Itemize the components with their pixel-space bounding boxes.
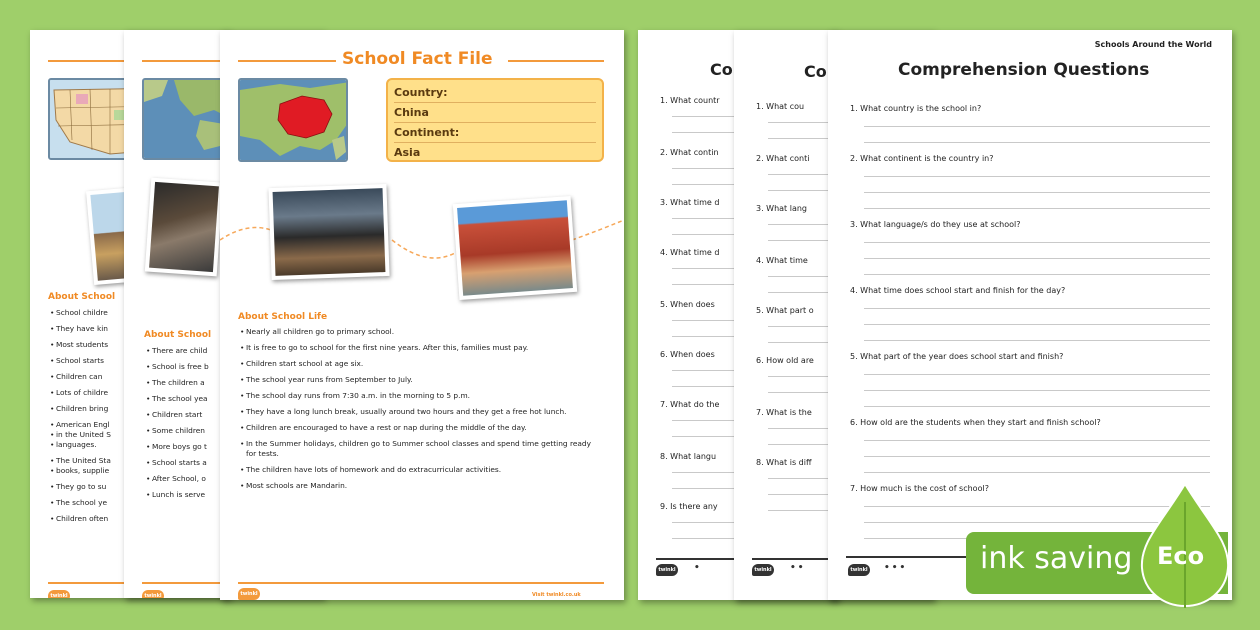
bullet: • School is free b: [146, 362, 209, 372]
page-title: Comprehension Questions: [898, 60, 1150, 80]
question: 4. What time does school start and finish for the day?: [850, 286, 1066, 295]
twinkl-logo: twinkl: [848, 564, 870, 576]
twinkl-logo: twinkl: [48, 590, 70, 598]
bullet: • Children are encouraged to have a rest or nap during the middle of the day.: [240, 423, 610, 433]
photo-classroom: [268, 184, 389, 280]
bullet-list: [240, 327, 610, 497]
country-label: Country:: [394, 86, 448, 99]
question: 5. When does: [660, 300, 715, 309]
bullet: • In the Summer holidays, children go to Summer school classes and spend time getting ready for tests.: [240, 439, 600, 459]
title-rule-right: [508, 60, 604, 62]
twinkl-logo: twinkl: [238, 588, 260, 600]
photo-students: [145, 178, 223, 277]
bullet: • Lots of childre: [50, 388, 111, 398]
eco-label: Eco: [1157, 542, 1205, 570]
page-title: School Fact File: [342, 49, 493, 69]
bullet: • The school yea: [146, 394, 209, 404]
question: 3. What lang: [756, 204, 808, 213]
section-heading: About School: [48, 292, 116, 302]
page-title: Co: [710, 60, 733, 79]
difficulty-dots: •••: [884, 563, 908, 573]
bullet: • They have kin: [50, 324, 111, 334]
bullet: • Most students: [50, 340, 111, 350]
question: 8. What langu: [660, 452, 717, 461]
worksheet-series-title: Schools Around the World: [1094, 40, 1212, 49]
question: 4. What time d: [660, 248, 720, 257]
footer-link: Visit twinkl.co.uk: [532, 592, 581, 598]
bullet: • Lunch is serve: [146, 490, 209, 500]
question: 6. When does: [660, 350, 715, 359]
bullet: • More boys go t: [146, 442, 209, 452]
continent-value: Asia: [394, 146, 421, 159]
info-divider: [394, 102, 596, 103]
bullet: • Children start: [146, 410, 209, 420]
difficulty-dots: •: [694, 563, 702, 573]
bullet: • The school day runs from 7:30 a.m. in the morning to 5 p.m.: [240, 391, 610, 401]
bullet: • Children start school at age six.: [240, 359, 610, 369]
bullet: • They have a long lunch break, usually around two hours and they get a free hot lunch.: [240, 407, 610, 417]
question: 4. What time: [756, 256, 808, 265]
answer-line: [864, 126, 1210, 127]
answer-line: [864, 390, 1210, 391]
question: 2. What contin: [660, 148, 719, 157]
bullet: • The school year runs from September to July.: [240, 375, 610, 385]
bullet: • School childre: [50, 308, 111, 318]
bullet: • The children have lots of homework and do extracurricular activities.: [240, 465, 610, 475]
country-info-box: [386, 78, 604, 162]
bullet: • Children bring: [50, 404, 111, 414]
question: 6. How old are the students when they start and finish school?: [850, 418, 1101, 427]
china-map: [238, 78, 348, 162]
bullet: • Some children: [146, 426, 209, 436]
answer-line: [864, 456, 1210, 457]
twinkl-logo: twinkl: [752, 564, 774, 576]
answer-line: [864, 472, 1210, 473]
question: 1. What country is the school in?: [850, 104, 982, 113]
bullet: • There are child: [146, 346, 209, 356]
answer-line: [864, 406, 1210, 407]
bullet: • School starts: [50, 356, 111, 366]
bullet: • Most schools are Mandarin.: [240, 481, 610, 491]
info-divider: [394, 122, 596, 123]
answer-line: [864, 324, 1210, 325]
question: 3. What language/s do they use at school?: [850, 220, 1021, 229]
answer-line: [864, 142, 1210, 143]
answer-line: [864, 440, 1210, 441]
question: 7. What is the: [756, 408, 812, 417]
bullet-continuation: • in the United S: [50, 430, 111, 440]
question: 7. What do the: [660, 400, 720, 409]
section-heading: About School Life: [238, 312, 328, 322]
fact-file-sheet-china: [220, 30, 624, 600]
twinkl-logo: twinkl: [142, 590, 164, 598]
title-rule-left: [238, 60, 336, 62]
answer-line: [864, 192, 1210, 193]
answer-line: [864, 340, 1210, 341]
bullet-list: [50, 308, 111, 530]
twinkl-logo: twinkl: [656, 564, 678, 576]
question: 5. What part of the year does school start and finish?: [850, 352, 1064, 361]
bullet: • It is free to go to school for the first nine years. After this, families must pay.: [240, 343, 610, 353]
bullet: • After School, o: [146, 474, 209, 484]
bullet: • Children often: [50, 514, 111, 524]
answer-line: [864, 242, 1210, 243]
difficulty-dots: ••: [790, 563, 806, 573]
question: 8. What is diff: [756, 458, 812, 467]
question: 2. What continent is the country in?: [850, 154, 994, 163]
question: 1. What countr: [660, 96, 720, 105]
ink-saving-label: ink saving: [980, 541, 1133, 576]
bullet-continuation: • languages.: [50, 440, 111, 450]
answer-line: [864, 274, 1210, 275]
question: 1. What cou: [756, 102, 805, 111]
answer-line: [864, 208, 1210, 209]
question: 9. Is there any: [660, 502, 718, 511]
photo-school-building: [453, 196, 577, 300]
section-heading: About School: [144, 330, 212, 340]
bullet: • Nearly all children go to primary school.: [240, 327, 610, 337]
info-divider: [394, 142, 596, 143]
question: 2. What conti: [756, 154, 810, 163]
bullet: • School starts a: [146, 458, 209, 468]
page-title: Co: [804, 62, 827, 81]
bullet: • Children can: [50, 372, 111, 382]
answer-line: [864, 176, 1210, 177]
bullet-list: [146, 346, 209, 506]
bullet: • They go to su: [50, 482, 111, 492]
bullet: • American Engl: [50, 420, 111, 430]
answer-line: [864, 258, 1210, 259]
answer-line: [864, 374, 1210, 375]
question: 6. How old are: [756, 356, 814, 365]
question: 7. How much is the cost of school?: [850, 484, 989, 493]
question: 5. What part o: [756, 306, 814, 315]
bullet: • The children a: [146, 378, 209, 388]
question: 3. What time d: [660, 198, 720, 207]
bullet: • The United Sta: [50, 456, 111, 466]
footer-rule: [238, 582, 604, 584]
bullet: • The school ye: [50, 498, 111, 508]
country-value: China: [394, 106, 429, 119]
answer-line: [864, 308, 1210, 309]
bullet-continuation: • books, supplie: [50, 466, 111, 476]
continent-label: Continent:: [394, 126, 460, 139]
